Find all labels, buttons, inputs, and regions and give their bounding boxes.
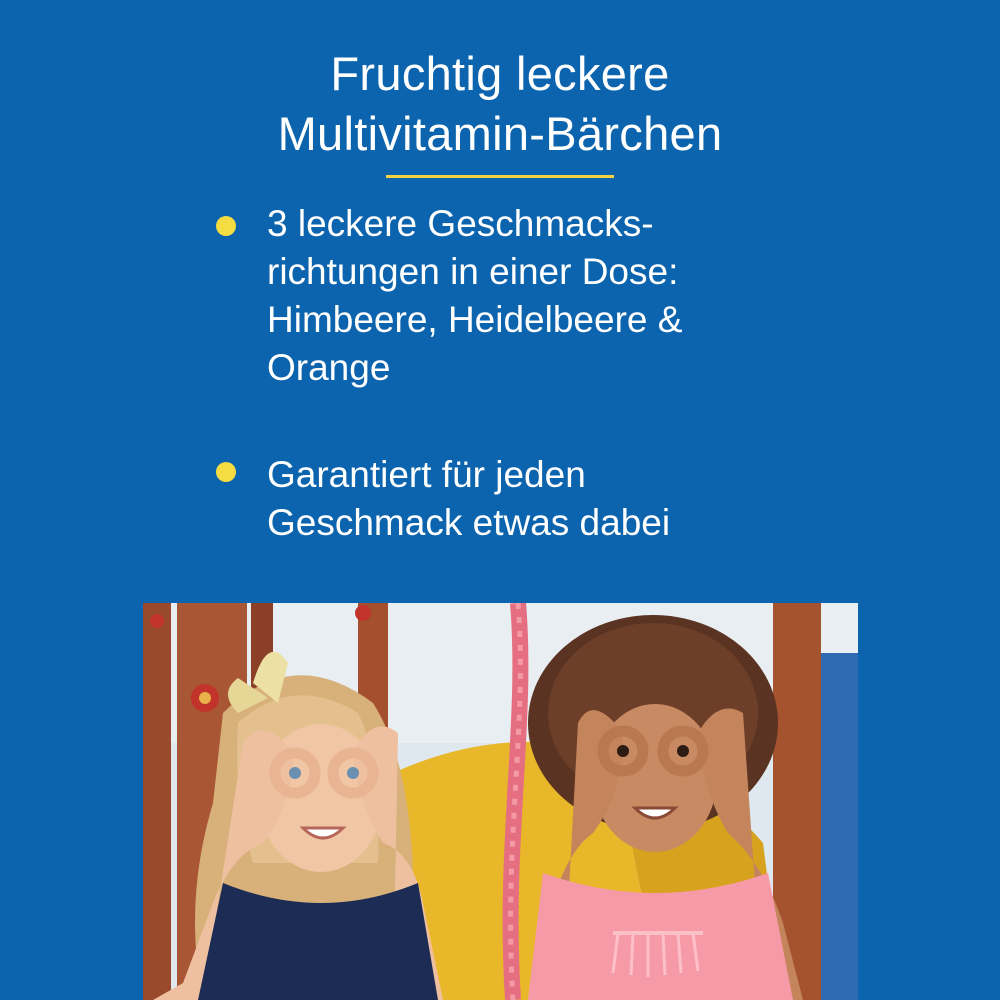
children-photo bbox=[143, 603, 858, 1000]
headline-line-1: Fruchtig leckere bbox=[330, 47, 670, 100]
feature-line: Orange bbox=[267, 347, 391, 388]
feature-line: richtungen in einer Dose: bbox=[267, 251, 679, 292]
feature-line: Himbeere, Heidelbeere & bbox=[267, 299, 683, 340]
bullet-dot-icon bbox=[216, 462, 236, 482]
children-illustration bbox=[143, 603, 858, 1000]
feature-line: Garantiert für jeden bbox=[267, 454, 586, 495]
feature-line: Geschmack etwas dabei bbox=[267, 502, 671, 543]
feature-text bbox=[267, 451, 867, 547]
headline-line-2: Multivitamin-Bärchen bbox=[277, 107, 723, 160]
bullet-dot-icon bbox=[216, 216, 236, 236]
feature-line: 3 leckere Geschmacks- bbox=[267, 203, 654, 244]
feature-text bbox=[267, 200, 867, 392]
